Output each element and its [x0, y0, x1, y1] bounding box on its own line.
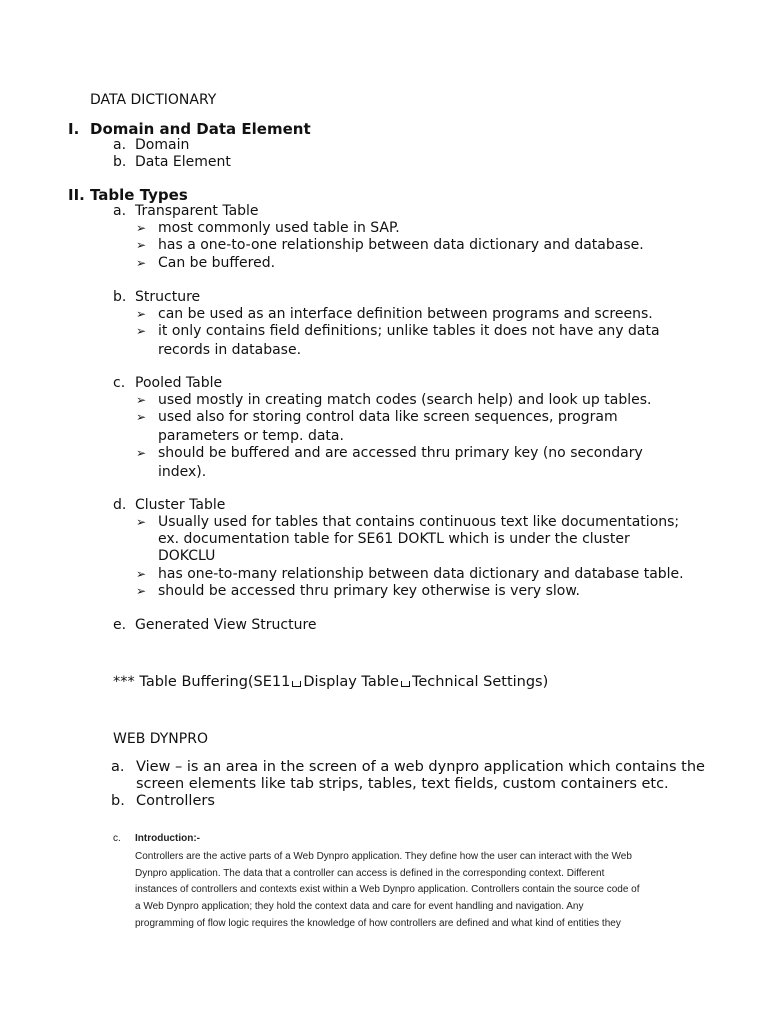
arrow-bullet-icon: ➢ — [136, 584, 147, 598]
document-title: DATA DICTIONARY — [90, 92, 217, 108]
arrow-bullet-icon: ➢ — [136, 238, 147, 252]
table-buffering-note: *** Table Buffering(SE11 Display Table Technical Settings) — [113, 674, 549, 690]
document-page: DATA DICTIONARY I. Domain and Data Element a. Domain b. Data Element II. Table Types a. Transparent Table ➢ most commonly used table in SAP. ➢ has a one-to-one relationship between data dictionary and database. ➢ Can be buffered. b. Structure ➢ can be used as an interface definition between programs and screens. ➢ it only contains field definitions; unlike tables it does not have any data records in database. c. Pooled Table ➢ used mostly in creating match codes (search help) and look up tables. ➢ used also for storing control data like screen sequences, program parameters or temp. data. ➢ should be buffered and are accessed thru primary key (no secondary index). d. Cluster Table ➢ Usually used for tables that contains continuous text like documentations; ex. documentation table for SE61 DOKTL which is under the cluster DOKCLU ➢ has one-to-many relationship between data dictionary and database table. ➢ should be accessed thru primary key otherwise is very slow. e. Generated View Structure *** Table Buffering(SE11 Display Table Technical Settings) WEB DYNPRO a. View – is an area in the screen of a web dynpro application which contains the screen elements like tab strips, tables, text fields, custom containers etc. b. Controllers c. Introduction:- Controllers are the active parts of a Web Dynpro application. They define how the user can interact with the Web Dynpro application. The data that a controller can access is defined in the corresponding context. Different instances of controllers and contexts exist within a Web Dynpro application. Controllers contain the source code of a Web Dynpro application; they hold the context data and care for event handling and navigation. Any programming of flow logic requires the knowledge of how controllers are defined and what kind of entities they — [68, 92, 705, 929]
arrow-bullet-icon: ➢ — [136, 393, 147, 407]
separator-glyph-icon — [292, 681, 301, 687]
section-heading-web-dynpro: WEB DYNPRO — [113, 731, 208, 747]
arrow-bullet-icon: ➢ — [136, 324, 147, 338]
paragraph-line: Controllers are the active parts of a Web Dynpro application. They define how the user can interact with the Web — [135, 851, 632, 862]
arrow-bullet-icon: ➢ — [136, 221, 147, 235]
introduction-heading: Introduction:- — [135, 833, 200, 844]
separator-glyph-icon — [401, 681, 410, 687]
arrow-bullet-icon: ➢ — [136, 410, 147, 424]
arrow-bullet-icon: ➢ — [136, 567, 147, 581]
arrow-bullet-icon: ➢ — [136, 446, 147, 460]
arrow-bullet-icon: ➢ — [136, 307, 147, 321]
arrow-bullet-icon: ➢ — [136, 256, 147, 270]
paragraph-line: a Web Dynpro application; they hold the context data and care for event handling and navigation. Any — [135, 901, 584, 912]
list-item: c. — [113, 833, 121, 844]
arrow-bullet-icon: ➢ — [136, 515, 147, 529]
paragraph-line: Dynpro application. The data that a controller can access is defined in the corresponding context. Different — [135, 868, 605, 879]
paragraph-line: instances of controllers and contexts exist within a Web Dynpro application. Controllers contain the source code of — [135, 884, 640, 895]
paragraph-line: programming of flow logic requires the knowledge of how controllers are defined and what kind of entities they — [135, 918, 621, 929]
